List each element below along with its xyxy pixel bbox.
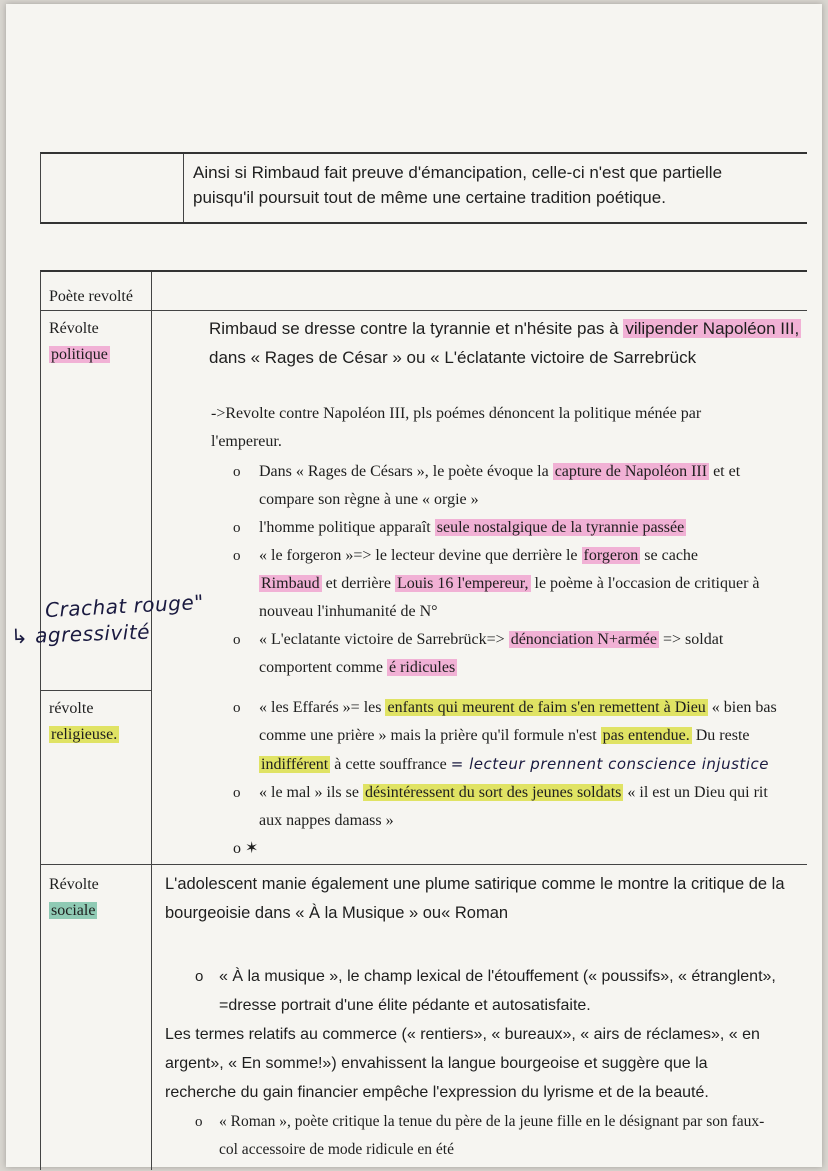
list-item: o « les Effarés »= les enfants qui meurent de faim s'en remettent à Dieu « bien bas [233, 699, 777, 716]
highlight: vilipender Napoléon III, [625, 319, 800, 338]
table-header: Poète revolté [49, 288, 133, 305]
highlight: politique [51, 346, 108, 363]
highlight: sociale [51, 902, 96, 919]
conclusion-line-2: puisqu'il poursuit tout de même une certaine tradition poétique. [193, 188, 666, 207]
sociale-musique: o « À la musique », le champ lexical de l'étouffement (« poussifs», « étranglent», =dresse portrait d'une élite pédante et autosatisfaite. [219, 962, 776, 1020]
list-item: o « le forgeron »=> le lecteur devine que derrière le forgeron se cache [233, 547, 699, 564]
list-item: o l'homme politique apparaît seule nostalgique de la tyrannie passée [233, 519, 685, 536]
sociale-intro: L'adolescent manie également une plume satirique comme le montre la critique de la bourgeoisie dans « À la Musique » ou« Roman [165, 875, 785, 922]
row-label-politique: Révolte politique [49, 320, 108, 363]
row-label-religieuse: révolte religieuse. [49, 700, 118, 743]
document-page [6, 4, 822, 1167]
table-divider [183, 154, 184, 222]
table-column-divider [151, 272, 152, 1170]
row-divider [41, 864, 807, 865]
list-item: o « L'eclatante victoire de Sarrebrück=> dénonciation N+armée => soldat [233, 631, 724, 648]
header-divider [41, 310, 807, 311]
conclusion-table [40, 152, 807, 224]
politique-intro: Rimbaud se dresse contre la tyrannie et n'hésite pas à vilipender Napoléon III, dans « Rages de César » ou « L'éclatante victoire de Sarrebrück [209, 319, 800, 367]
list-item: o « À la musique », le champ lexical de l'étouffement (« poussifs», « étranglent», [195, 968, 776, 985]
row-divider [41, 690, 151, 691]
sociale-roman: o « Roman », poète critique la tenue du père de la jeune fille en le désignant par son faux- col accessoire de mode ridicule en été [219, 1108, 764, 1164]
conclusion-text [193, 160, 722, 210]
revolte-table [10, 270, 807, 1170]
highlight: religieuse. [51, 726, 118, 743]
handwritten-note: = lecteur prennent conscience injustice [450, 755, 769, 773]
list-item: o « le mal » ils se désintéressent du sort des jeunes soldats « il est un Dieu qui rit [233, 784, 768, 801]
politique-revolte-text: ->Revolte contre Napoléon III, pls poémes dénoncent la politique ménée par l'empereur. [211, 405, 702, 450]
list-item: o ✶ [233, 840, 259, 857]
sociale-termes: Les termes relatifs au commerce (« rentiers», « bureaux», « airs de réclames», « en argent», « En somme!») envahissent la langue bourgeoise et suggère que la recherche du gain financier empêche l'expression du lyrisme et de la beauté. [165, 1026, 760, 1101]
list-item: o Dans « Rages de Césars », le poète évoque la capture de Napoléon III et et [233, 463, 741, 480]
politique-bullets: o Dans « Rages de Césars », le poète évoque la capture de Napoléon III et et compare son règne à une « orgie » o l'homme politique apparaît seule nostalgique de la tyrannie passée o « le forgeron »=> le lecteur devine que derrière le forgeron se cache Rimbaud et derrière Louis 16 l'empereur, le poème à l'occasion de critiquer à nouveau l'inhumanité de N° o « L'eclatante victoire de Sarrebrück=> dénonciation N+armée => soldat comportent comme é ridicules [259, 458, 760, 682]
handwritten-note: ↳ agressivité [10, 619, 151, 649]
handwritten-note: Crachat rouge" [44, 589, 205, 623]
list-item: o « Roman », poète critique la tenue du père de la jeune fille en le désignant par son faux- [195, 1113, 765, 1130]
row-label-sociale: Révolte sociale [49, 876, 99, 919]
conclusion-line-1: Ainsi si Rimbaud fait preuve d'émancipation, celle-ci n'est que partielle [193, 163, 723, 182]
religieuse-bullets: o « les Effarés »= les enfants qui meurent de faim s'en remettent à Dieu « bien bas comme une prière » mais la prière qu'il formule n'est pas entendue. Du reste indifférent à cette souffrance = lecteur prennent conscience injustice o « le mal » ils se désintéressent du sort des jeunes soldats « il est un Dieu qui rit aux nappes damass » o ✶ [259, 694, 777, 863]
